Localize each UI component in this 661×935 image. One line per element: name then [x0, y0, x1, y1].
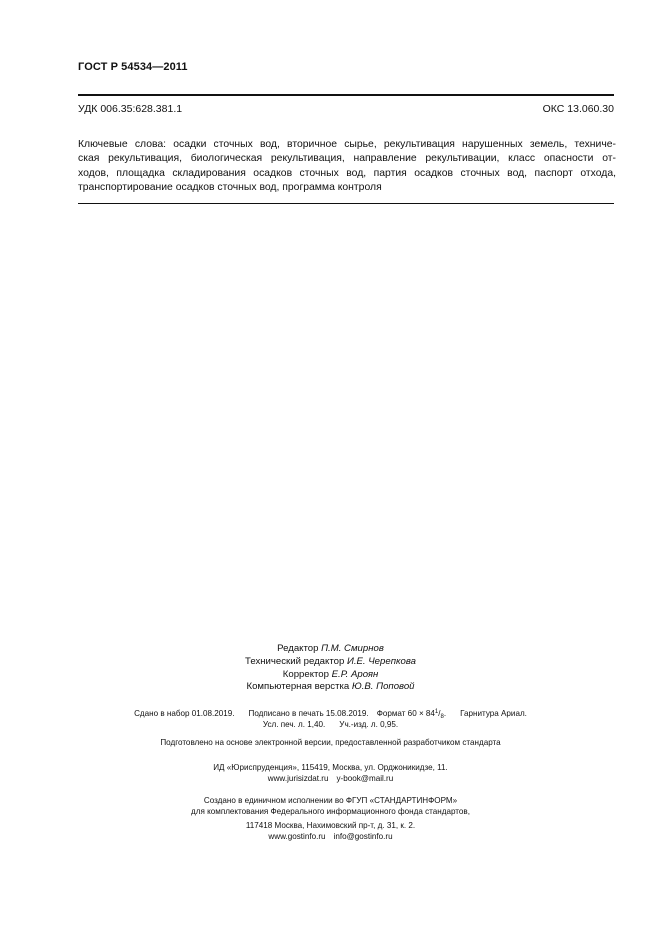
publisher-email-link[interactable]: y-book@mail.ru — [336, 774, 394, 783]
keywords-line: транспортирование осадков сточных вод, программа контроля — [78, 181, 382, 193]
corrector-label: Корректор — [282, 668, 329, 680]
layout-name: Ю.В. Поповой — [351, 681, 415, 693]
publisher-contacts — [0, 774, 661, 783]
keywords-line: Ключевые слова: осадки сточных вод, вторичное сырье, рекультивация нарушенных земель, техниче- — [78, 139, 616, 150]
sheets-value: 1,40. — [307, 720, 326, 729]
credits-block — [0, 643, 661, 694]
prepared-note: Подготовлено на основе электронной версии, предоставленной разработчиком стандарта — [160, 738, 501, 747]
sheets-label: Усл. печ. л. — [262, 720, 306, 729]
tech-editor-label: Технический редактор — [245, 655, 345, 667]
signed-date: Подписано в печать 15.08.2019. — [248, 709, 369, 718]
keywords-rule — [78, 203, 614, 204]
keywords-line: ская рекультивация, биологическая рекультивация, направление рекультивации, класс опасности от- — [78, 153, 616, 165]
editor-name: П.М. Смирнов — [321, 643, 384, 654]
corrector-credit — [0, 669, 661, 682]
creator-contacts — [0, 832, 661, 841]
format-info: Формат $60 \times 84^1/_8$. — [376, 709, 447, 720]
layout-label: Компьютерная верстка — [246, 681, 350, 693]
publisher-site-link[interactable]: www.jurisizdat.ru — [267, 774, 329, 783]
edition-label: Уч.-изд. л. — [339, 720, 378, 729]
keywords-line: ходов, площадка складирования осадков сточных вод, партия осадков сточных вод, паспорт отхода, — [78, 167, 616, 179]
fund-line: для комплектования Федерального информационного фонда стандартов, — [191, 807, 470, 816]
editor-label: Редактор — [277, 643, 319, 654]
print-details-line — [0, 709, 661, 720]
edition-value: 0,95. — [380, 720, 399, 729]
udc-code: УДК 006.35:628.381.1 — [78, 103, 183, 115]
creator-site-link[interactable]: www.gostinfo.ru — [268, 832, 326, 841]
typeface-info: Гарнитура Ариал. — [460, 709, 527, 718]
creator-address: 117418 Москва, Нахимовский пр-т, д. 31, к. 2. — [245, 821, 416, 830]
corrector-name: Е.Р. Ароян — [331, 668, 379, 680]
submitted-date: Сдано в набор 01.08.2019. — [134, 709, 235, 718]
document-code: ГОСТ Р 54534—2011 — [78, 61, 188, 73]
oks-code: ОКС 13.060.30 — [542, 103, 614, 115]
creator-email-link[interactable]: info@gostinfo.ru — [333, 832, 393, 841]
tech-editor-name: И.Е. Черепкова — [346, 655, 416, 667]
publisher-address: ИД «Юриспруденция», 115419, Москва, ул. Орджоникидзе, 11. — [213, 763, 448, 772]
editor-credit — [0, 643, 661, 656]
creator-line: Создано в единичном исполнении во ФГУП «СТАНДАРТИНФОРМ» — [203, 796, 458, 805]
tech-editor-credit — [0, 656, 661, 669]
keywords-paragraph — [78, 138, 616, 195]
sheets-line — [0, 720, 661, 729]
layout-credit — [0, 681, 661, 694]
header-rule — [78, 94, 614, 96]
